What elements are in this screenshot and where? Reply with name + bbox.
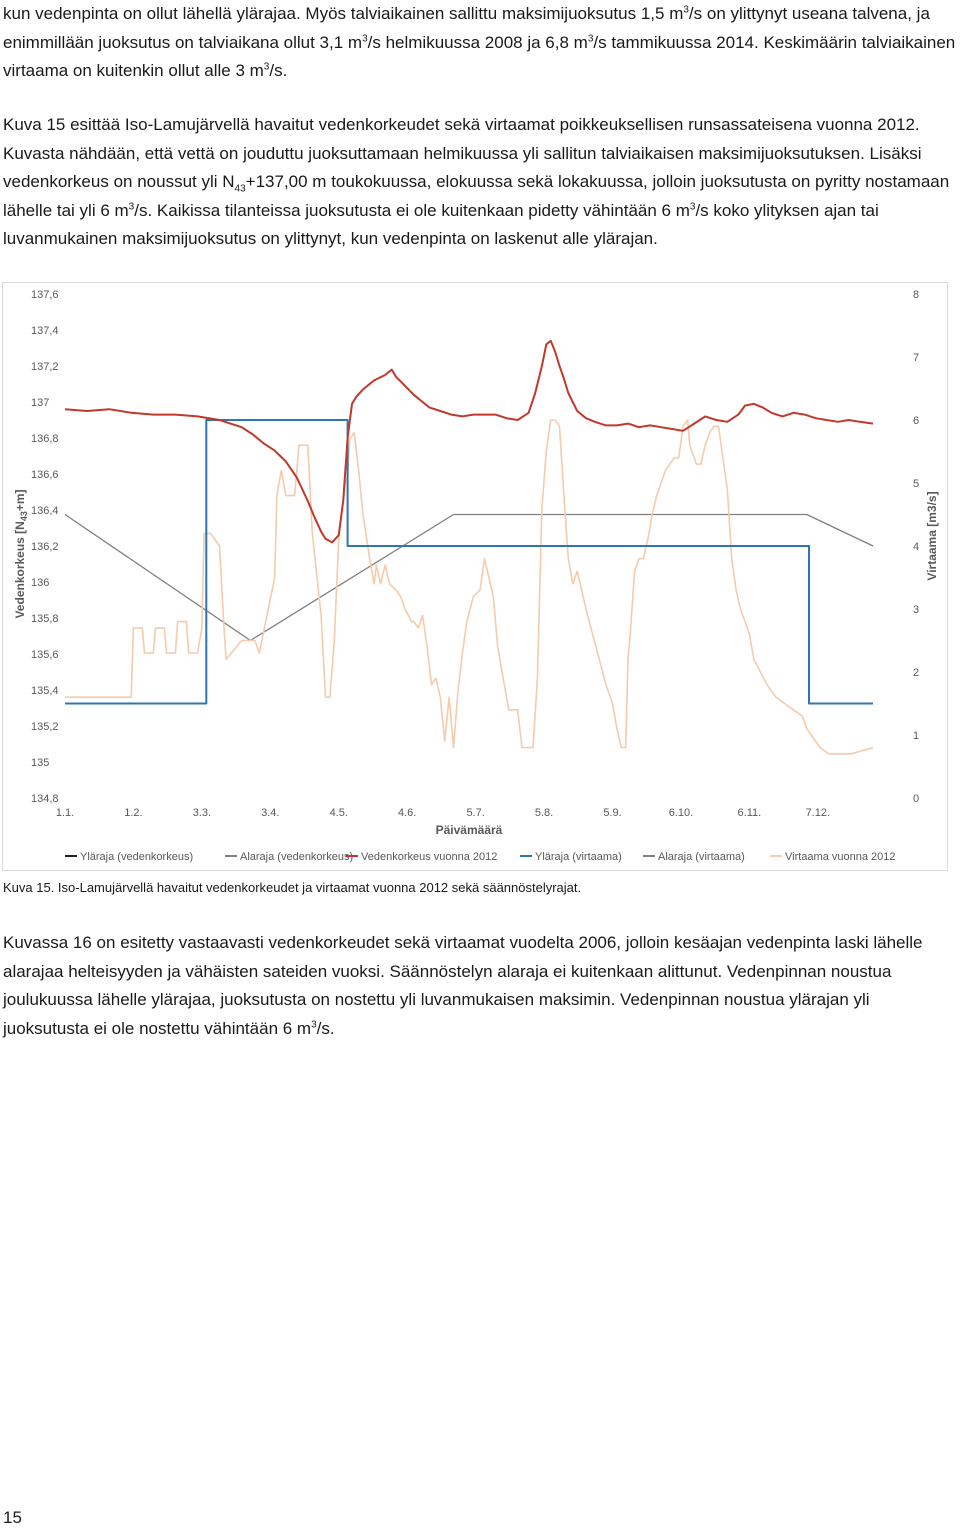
y-right-tick-label: 6 [913,415,920,427]
page-number: 15 [3,1508,22,1527]
superscript: 3 [263,61,270,73]
x-tick-label: 4.6. [398,807,417,819]
x-tick-label: 1.1. [55,807,75,819]
x-tick-label: 7.12. [805,807,831,819]
chart-container [2,282,948,871]
y-left-tick-label: 137,4 [31,325,59,337]
y-left-tick-label: 136,8 [31,433,59,445]
x-tick-label: 6.11. [737,807,762,819]
y-right-tick-label: 0 [913,793,920,805]
y-right-tick-label: 5 [913,478,920,490]
y-left-axis-title-main: Vedenkorkeus [N [13,521,27,619]
y-left-axis-title-sub: 43 [19,511,29,522]
y-left-axis-title-end: +m] [13,489,27,512]
y-right-tick-label: 1 [913,730,920,742]
y-left-tick-label: 134,8 [31,793,59,805]
legend-label: Virtaama vuonna 2012 [785,851,896,863]
x-tick-label: 4.5. [329,807,348,819]
y-left-tick-label: 135,4 [31,685,59,697]
legend-label: Yläraja (vedenkorkeus) [80,851,194,863]
x-axis-title: Päivämäärä [435,823,503,837]
y-left-tick-label: 135,2 [31,721,59,733]
legend-label: Alaraja (virtaama) [658,851,745,863]
text-run: /s. [269,61,288,80]
x-tick-label: 5.8. [534,807,554,819]
series-level-2012-line [65,341,873,543]
water-level-flow-chart [3,283,947,870]
y-left-tick-label: 136,2 [31,541,59,553]
series-upper-flow-line [65,420,873,704]
y-left-tick-label: 137,6 [31,289,59,301]
x-tick-label: 5.7. [466,807,485,819]
text-run: Kuva 15 esittää Iso-Lamujärvellä havaitut vedenkorkeudet sekä virtaamat poikkeuksellisen runsassateisena vuonna 2012. Kuvasta nähdään, että vettä on jouduttu juoksuttamaan helmikuussa yli sallitun talviaikaisen maksimijuoksutuksen. Lisäksi vedenkorkeus on noussut yli N [3,115,922,191]
y-left-tick-label: 136,6 [31,469,59,481]
y-left-tick-label: 135 [31,757,50,769]
y-left-tick-label: 135,6 [31,649,59,661]
x-tick-label: 5.9. [603,807,622,819]
subscript: 43 [234,183,246,195]
text-run: /s tammikuussa 2014. Keskimäärin talviaikainen virtaama on kuitenkin ollut alle 3 m [3,32,956,80]
text-run: /s. [316,1018,335,1038]
y-right-tick-label: 4 [913,541,920,553]
text-run: /s helmikuussa 2008 ja 6,8 m [367,32,588,52]
superscript: 3 [362,32,368,44]
y-right-tick-label: 8 [913,289,920,301]
y-left-tick-label: 136,4 [31,505,59,517]
paragraph-intro [3,0,957,86]
superscript: 3 [311,1018,317,1030]
superscript: 3 [587,32,594,44]
text-run: kun vedenpinta on ollut lähellä ylärajaa. Myös talviaikainen sallittu maksimijuoksutus 1,5 m [3,4,684,23]
legend-label: Vedenkorkeus vuonna 2012 [361,851,498,863]
y-left-tick-label: 137 [31,397,50,409]
y-right-tick-label: 7 [913,352,920,364]
x-tick-label: 3.3. [192,807,212,819]
text-run: /s on ylittynyt useana talvena, ja enimmillään juoksutus on talviaikana ollut 3,1 m [3,4,930,52]
paragraph-figure-15 [3,111,957,254]
x-tick-label: 1.2. [124,807,143,819]
x-tick-label: 6.10. [668,807,694,819]
y-left-axis-title [13,489,29,618]
superscript: 3 [128,200,135,212]
figure-caption: Kuva 15. Iso-Lamujärvellä havaitut vedenkorkeudet ja virtaamat vuonna 2012 sekä säännöstelyrajat. [3,880,582,895]
y-left-tick-label: 135,8 [31,613,59,625]
paragraph-figure-16 [3,929,957,1043]
text-run: Kuvassa 16 on esitetty vastaavasti vedenkorkeudet sekä virtaamat vuodelta 2006, jolloin kesäajan vedenpinta laski lähelle alarajaa helteisyyden ja vähäisten sateiden vuoksi. Säännöstelyn alaraja ei kuitenkaan alittunut. Vedenpinnan noustua joulukuussa lähelle ylärajaa, juoksutusta on nostettu yli luvanmukaisen maksimin. Vedenpinnan noustua ylärajan yli juoksutusta ei ole nostettu vähintään 6 m [3,933,923,1038]
y-right-axis-title: Virtaama [m3/s] [925,491,939,581]
y-left-tick-label: 136 [31,577,50,589]
text-run: /s. Kaikissa tilanteissa juoksutusta ei ole kuitenkaan pidetty vähintään 6 m [134,200,690,220]
legend-label: Yläraja (virtaama) [535,851,622,863]
superscript: 3 [689,200,696,212]
y-right-tick-label: 2 [913,667,920,679]
x-tick-label: 3.4. [261,807,280,819]
legend-label: Alaraja (vedenkorkeus) [240,851,354,863]
superscript: 3 [683,4,689,16]
text-run: /s koko ylityksen ajan tai luvanmukainen maksimijuoksutus on ylittynyt, kun vedenpinta on laskenut alle ylärajan. [3,200,879,248]
text-run: +137,00 m toukokuussa, elokuussa sekä lokakuussa, jolloin juoksutusta on pyritty nostamaan lähelle tai yli 6 m [3,172,950,220]
y-left-tick-label: 137,2 [31,361,59,373]
y-right-tick-label: 3 [913,604,920,616]
